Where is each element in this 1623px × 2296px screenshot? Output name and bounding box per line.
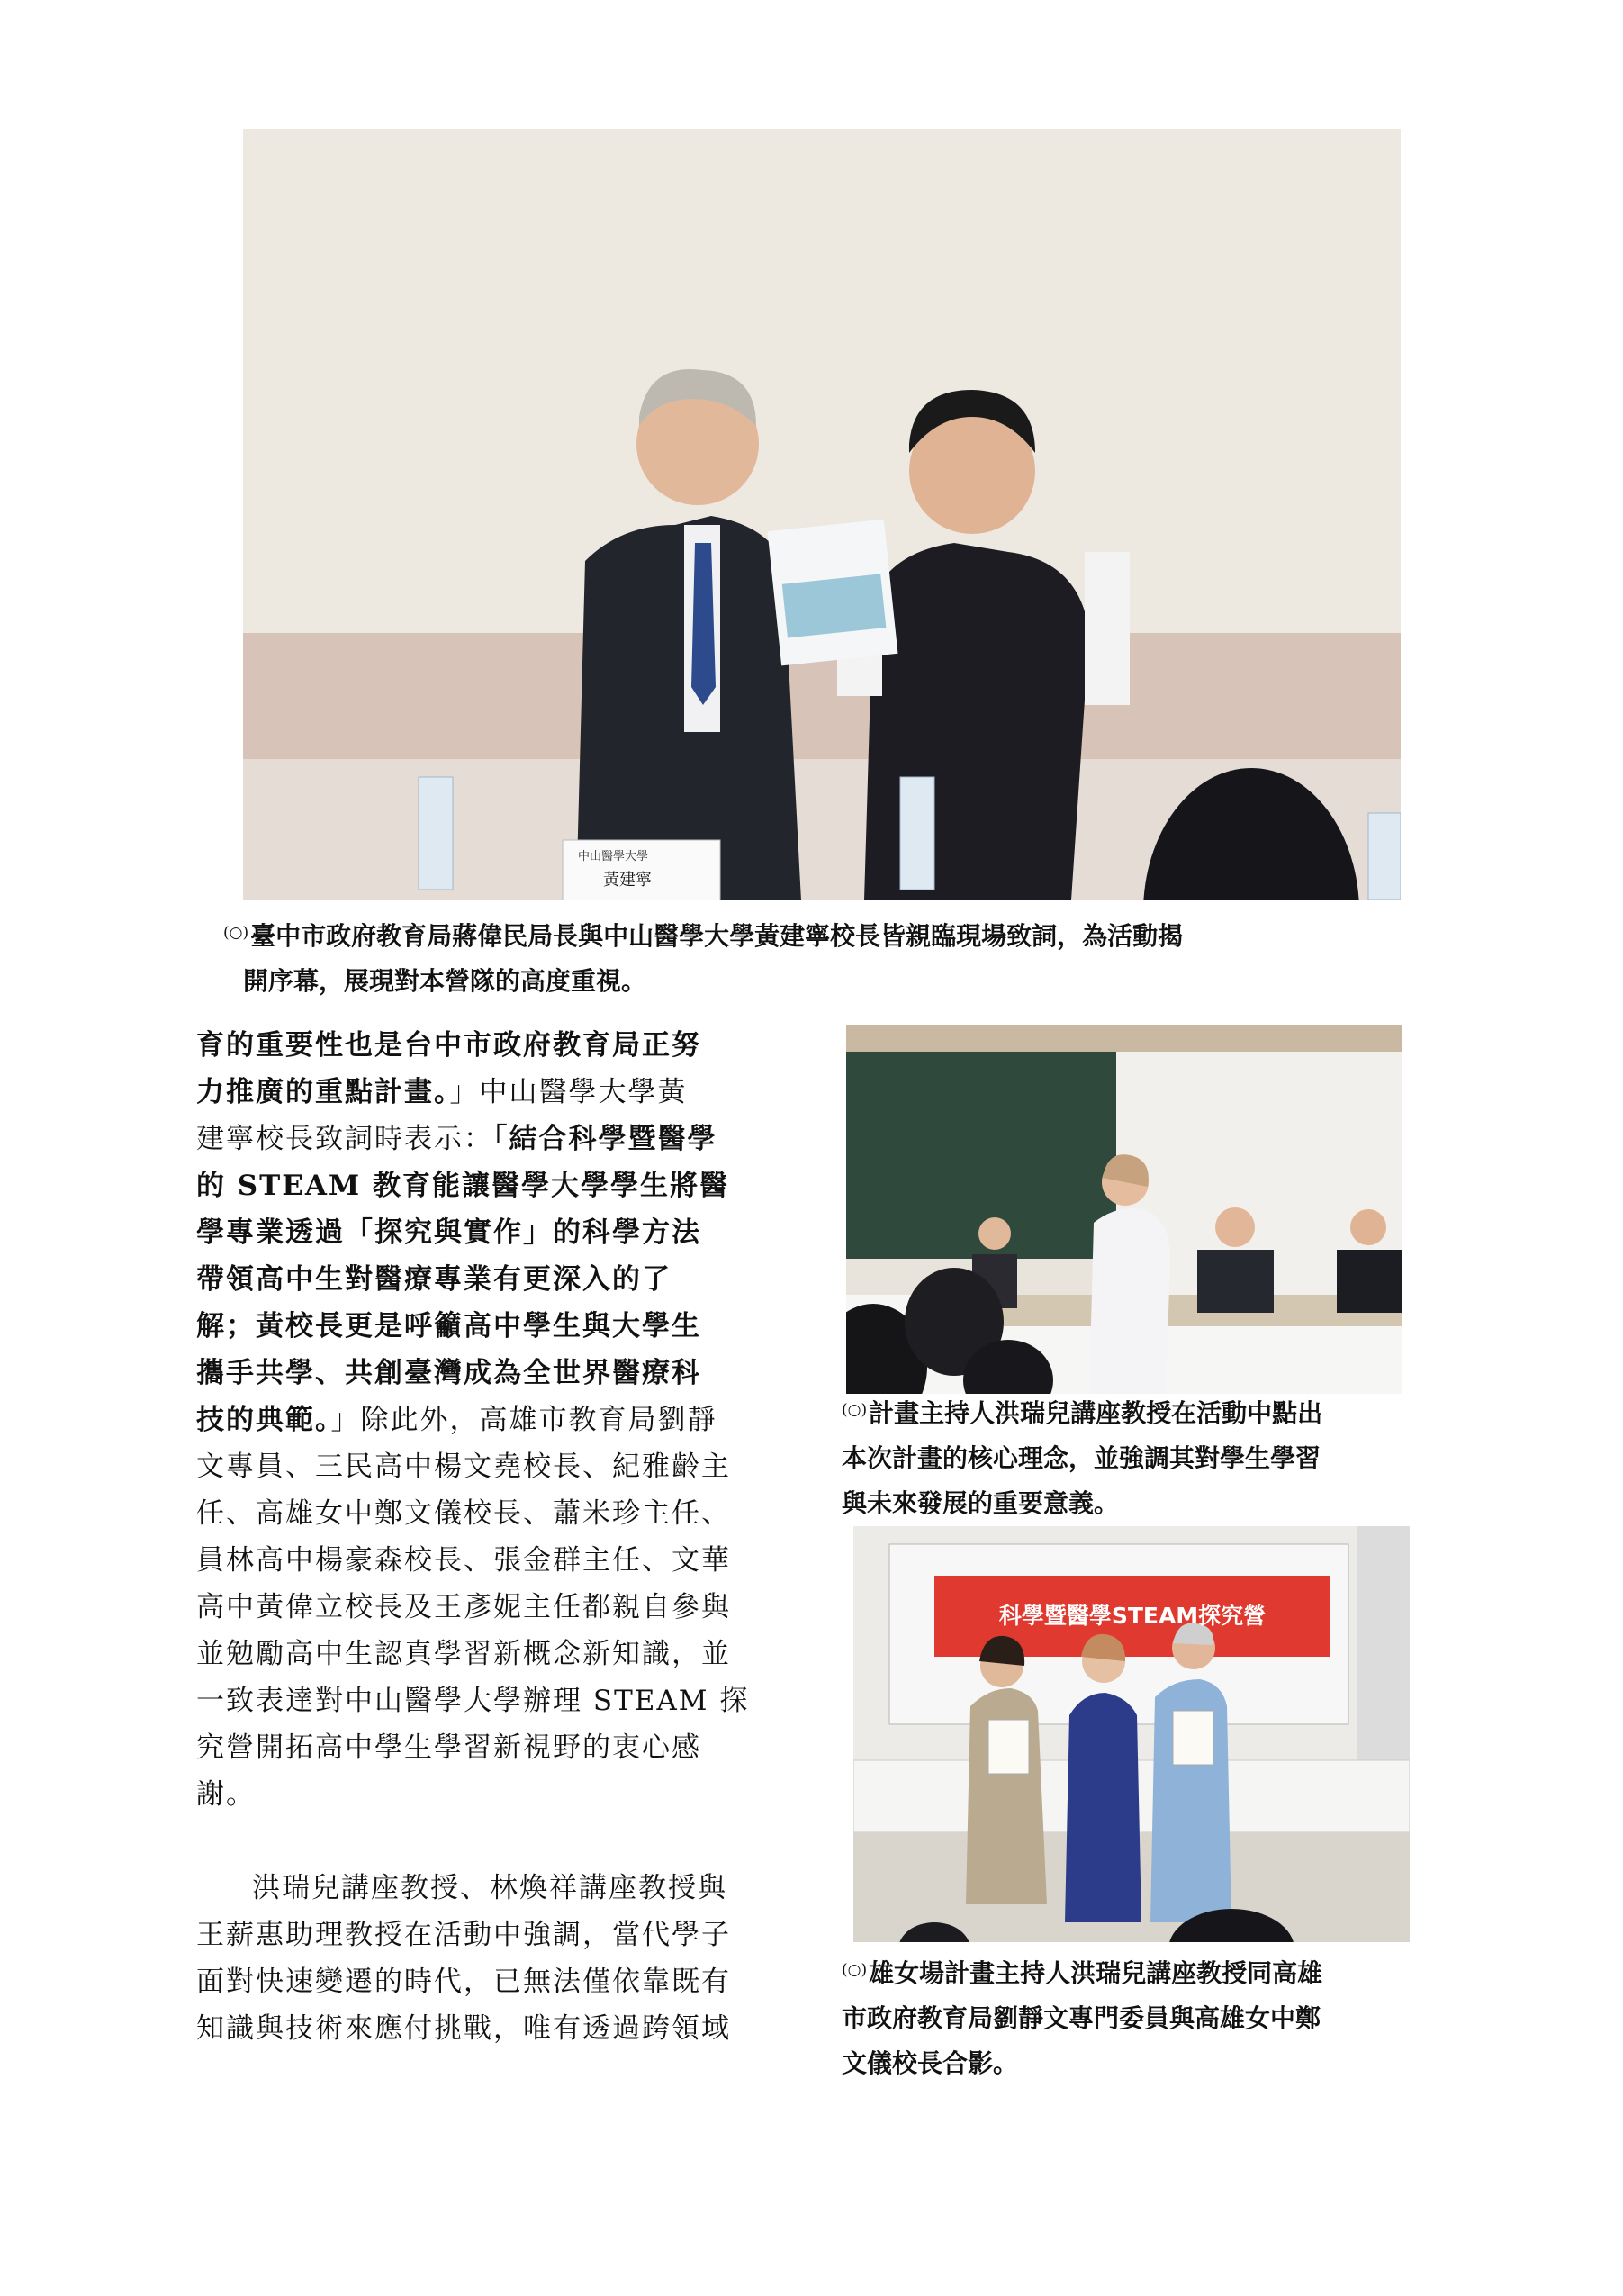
- body-line: 一致表達對中山醫學大學辦理 STEAM 探: [196, 1685, 750, 1717]
- caption-1-text-1: 臺中市政府教育局蔣偉民局長與中山醫學大學黃建寧校長皆親臨現場致詞，為活動揭: [250, 921, 1184, 951]
- caption-photo-2: [842, 1391, 1418, 1526]
- body-line: 王薪惠助理教授在活動中強調，當代學子: [196, 1919, 731, 1951]
- caption-2-line-2: 本次計畫的核心理念，並強調其對學生學習: [842, 1443, 1321, 1473]
- caption-2-line-3: 與未來發展的重要意義。: [842, 1488, 1120, 1518]
- body-line: 育的重要性也是台中市政府教育局正努: [196, 1029, 701, 1062]
- caption-3-line-3: 文儀校長合影。: [842, 2048, 1019, 2078]
- caption-1-line-1: [223, 914, 1411, 959]
- body-line: 學專業透過「探究與實作」的科學方法: [196, 1216, 701, 1249]
- body-line: [196, 1069, 790, 1116]
- body-line: 面對快速變遷的時代，已無法僅依靠既有: [196, 1966, 731, 1998]
- nameplate-name: 黃建寧: [603, 871, 652, 890]
- caption-photo-1: [223, 914, 1411, 1004]
- caption-3-text-1: 雄女場計畫主持人洪瑞兒講座教授同高雄: [869, 1958, 1323, 1988]
- photo-group-image: [853, 1526, 1410, 1942]
- body-bold-span: 技的典範。: [196, 1404, 331, 1436]
- body-line: [196, 1397, 790, 1443]
- body-line: 謝。: [196, 1778, 256, 1811]
- nameplate-org: 中山醫學大學: [578, 850, 649, 863]
- body-line: 知識與技術來應付挑戰，唯有透過跨領域: [196, 2012, 731, 2045]
- photo-group: [853, 1526, 1410, 1942]
- body-line: 並勉勵高中生認真學習新概念新知識，並: [196, 1638, 731, 1670]
- body-line: 洪瑞兒講座教授、林煥祥講座教授與: [252, 1872, 727, 1904]
- photo-speaker: [846, 1025, 1402, 1394]
- caption-2-text-1: 計畫主持人洪瑞兒講座教授在活動中點出: [869, 1398, 1323, 1428]
- body-line: 攜手共學、共創臺灣成為全世界醫療科: [196, 1357, 701, 1389]
- caption-3-line-2: 市政府教育局劉靜文專門委員與高雄女中鄭: [842, 2003, 1321, 2033]
- body-line: [196, 1116, 790, 1162]
- body-bold-span: 「結合科學暨醫學: [493, 1123, 717, 1155]
- photo-speaker-image: [846, 1025, 1402, 1394]
- body-line: 的 STEAM 教育能讓醫學大學學生將醫: [196, 1170, 730, 1202]
- body-text: [196, 1022, 790, 2052]
- caption-1-mark: (○): [223, 924, 249, 942]
- caption-3-line-1: [842, 1951, 1418, 1996]
- body-line: 任、高雄女中鄭文儀校長、蕭米珍主任、: [196, 1497, 731, 1530]
- body-normal-span: 建寧校長致詞時表示：: [196, 1123, 493, 1155]
- body-normal-span: 」除此外，高雄市教育局劉靜: [330, 1404, 717, 1436]
- photo-book-presentation-image: [243, 129, 1401, 900]
- photo-book-presentation: [243, 129, 1401, 900]
- caption-1-line-2: 開序幕，展現對本營隊的高度重視。: [243, 966, 647, 996]
- body-line: 員林高中楊豪森校長、張金群主任、文華: [196, 1544, 731, 1577]
- body-line: 究營開拓高中學生學習新視野的衷心感: [196, 1731, 701, 1764]
- body-bold-span: 力推廣的重點計畫。: [196, 1076, 450, 1108]
- caption-3-mark: (○): [842, 1961, 868, 1979]
- banner-text: 科學暨醫學STEAM探究營: [998, 1603, 1267, 1629]
- body-line: 高中黃偉立校長及王彥妮主任都親自參與: [196, 1591, 731, 1623]
- caption-photo-3: [842, 1951, 1418, 2086]
- caption-2-line-1: [842, 1391, 1418, 1436]
- body-normal-span: 」中山醫學大學黃: [449, 1076, 688, 1108]
- body-line: 解；黃校長更是呼籲高中學生與大學生: [196, 1310, 701, 1342]
- body-line: 帶領高中生對醫療專業有更深入的了: [196, 1263, 672, 1296]
- body-line: 文專員、三民高中楊文堯校長、紀雅齡主: [196, 1451, 731, 1483]
- caption-2-mark: (○): [842, 1401, 868, 1419]
